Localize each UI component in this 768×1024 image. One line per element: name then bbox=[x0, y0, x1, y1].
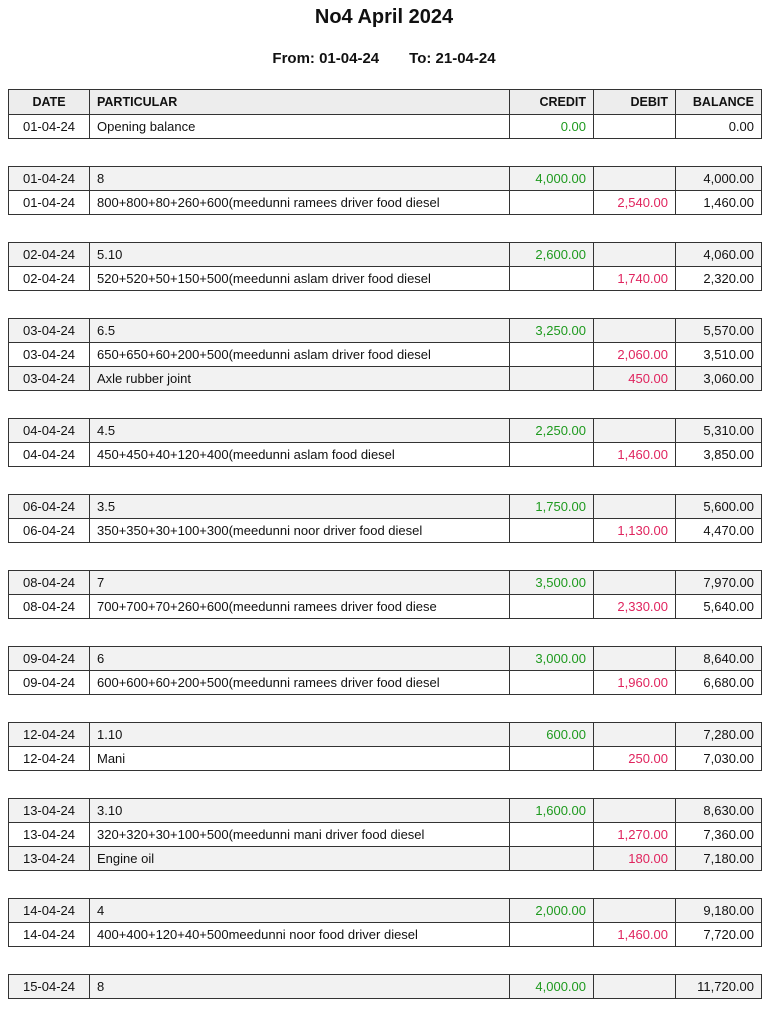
cell-balance: 11,720.00 bbox=[676, 975, 762, 999]
cell-date: 01-04-24 bbox=[9, 115, 90, 139]
cell-debit: 1,460.00 bbox=[594, 923, 676, 947]
cell-debit: 1,270.00 bbox=[594, 823, 676, 847]
table-row bbox=[9, 899, 762, 923]
cell-balance: 7,030.00 bbox=[676, 747, 762, 771]
table-row bbox=[9, 823, 762, 847]
table-row bbox=[9, 319, 762, 343]
cell-debit: 2,060.00 bbox=[594, 343, 676, 367]
cell-credit bbox=[510, 823, 594, 847]
cell-date: 03-04-24 bbox=[9, 367, 90, 391]
cell-particular: 450+450+40+120+400(meedunni aslam food diesel bbox=[90, 443, 510, 467]
cell-particular: 4 bbox=[90, 899, 510, 923]
table-row bbox=[9, 723, 762, 747]
cell-debit bbox=[594, 419, 676, 443]
cell-particular: 8 bbox=[90, 167, 510, 191]
cell-balance: 8,630.00 bbox=[676, 799, 762, 823]
cell-balance: 7,280.00 bbox=[676, 723, 762, 747]
table-row bbox=[9, 975, 762, 999]
cell-balance: 7,720.00 bbox=[676, 923, 762, 947]
cell-particular: 350+350+30+100+300(meedunni noor driver food diesel bbox=[90, 519, 510, 543]
cell-particular: 1.10 bbox=[90, 723, 510, 747]
cell-balance: 7,360.00 bbox=[676, 823, 762, 847]
cell-date: 01-04-24 bbox=[9, 191, 90, 215]
cell-particular: 700+700+70+260+600(meedunni ramees driver food diese bbox=[90, 595, 510, 619]
cell-balance: 3,060.00 bbox=[676, 367, 762, 391]
ledger-table bbox=[8, 89, 762, 999]
table-row bbox=[9, 343, 762, 367]
cell-credit bbox=[510, 747, 594, 771]
spacer-cell bbox=[9, 291, 762, 319]
cell-debit bbox=[594, 115, 676, 139]
cell-credit bbox=[510, 267, 594, 291]
cell-date: 12-04-24 bbox=[9, 747, 90, 771]
cell-balance: 9,180.00 bbox=[676, 899, 762, 923]
cell-credit bbox=[510, 923, 594, 947]
cell-credit bbox=[510, 343, 594, 367]
cell-date: 02-04-24 bbox=[9, 267, 90, 291]
group-spacer bbox=[9, 695, 762, 723]
group-spacer bbox=[9, 947, 762, 975]
table-row bbox=[9, 519, 762, 543]
cell-debit: 1,740.00 bbox=[594, 267, 676, 291]
table-row bbox=[9, 443, 762, 467]
table-row bbox=[9, 647, 762, 671]
cell-credit: 0.00 bbox=[510, 115, 594, 139]
page-title: No4 April 2024 bbox=[314, 6, 454, 28]
header-particular: PARTICULAR bbox=[90, 90, 510, 115]
header-date: DATE bbox=[9, 90, 90, 115]
spacer-cell bbox=[9, 467, 762, 495]
cell-debit: 1,960.00 bbox=[594, 671, 676, 695]
cell-credit: 1,600.00 bbox=[510, 799, 594, 823]
header-debit: DEBIT bbox=[594, 90, 676, 115]
cell-date: 03-04-24 bbox=[9, 343, 90, 367]
cell-date: 02-04-24 bbox=[9, 243, 90, 267]
cell-date: 06-04-24 bbox=[9, 519, 90, 543]
cell-credit bbox=[510, 191, 594, 215]
cell-particular: 400+400+120+40+500meedunni noor food driver diesel bbox=[90, 923, 510, 947]
table-row bbox=[9, 115, 762, 139]
header-credit: CREDIT bbox=[510, 90, 594, 115]
group-spacer bbox=[9, 871, 762, 899]
cell-debit bbox=[594, 899, 676, 923]
cell-particular: 5.10 bbox=[90, 243, 510, 267]
cell-debit bbox=[594, 723, 676, 747]
cell-particular: 4.5 bbox=[90, 419, 510, 443]
cell-balance: 4,060.00 bbox=[676, 243, 762, 267]
table-row bbox=[9, 923, 762, 947]
cell-debit bbox=[594, 647, 676, 671]
cell-date: 01-04-24 bbox=[9, 167, 90, 191]
cell-particular: 3.5 bbox=[90, 495, 510, 519]
group-spacer bbox=[9, 291, 762, 319]
cell-balance: 5,600.00 bbox=[676, 495, 762, 519]
cell-date: 14-04-24 bbox=[9, 923, 90, 947]
group-spacer bbox=[9, 391, 762, 419]
cell-date: 09-04-24 bbox=[9, 647, 90, 671]
table-row bbox=[9, 419, 762, 443]
cell-debit bbox=[594, 243, 676, 267]
cell-balance: 3,510.00 bbox=[676, 343, 762, 367]
cell-particular: Opening balance bbox=[90, 115, 510, 139]
group-spacer bbox=[9, 771, 762, 799]
cell-credit: 1,750.00 bbox=[510, 495, 594, 519]
group-spacer bbox=[9, 215, 762, 243]
cell-debit: 1,130.00 bbox=[594, 519, 676, 543]
cell-credit: 4,000.00 bbox=[510, 975, 594, 999]
cell-balance: 5,570.00 bbox=[676, 319, 762, 343]
cell-balance: 5,310.00 bbox=[676, 419, 762, 443]
group-spacer bbox=[9, 543, 762, 571]
cell-credit: 2,250.00 bbox=[510, 419, 594, 443]
cell-particular: Engine oil bbox=[90, 847, 510, 871]
spacer-cell bbox=[9, 543, 762, 571]
cell-credit: 3,000.00 bbox=[510, 647, 594, 671]
table-row bbox=[9, 571, 762, 595]
cell-debit bbox=[594, 167, 676, 191]
cell-balance: 7,180.00 bbox=[676, 847, 762, 871]
table-row bbox=[9, 495, 762, 519]
cell-balance: 3,850.00 bbox=[676, 443, 762, 467]
cell-date: 08-04-24 bbox=[9, 595, 90, 619]
table-row bbox=[9, 847, 762, 871]
spacer-cell bbox=[9, 771, 762, 799]
cell-balance: 1,460.00 bbox=[676, 191, 762, 215]
cell-particular: 7 bbox=[90, 571, 510, 595]
spacer-cell bbox=[9, 947, 762, 975]
cell-date: 13-04-24 bbox=[9, 799, 90, 823]
table-row bbox=[9, 367, 762, 391]
date-range bbox=[0, 50, 768, 67]
cell-credit: 4,000.00 bbox=[510, 167, 594, 191]
cell-particular: 6 bbox=[90, 647, 510, 671]
cell-debit: 2,330.00 bbox=[594, 595, 676, 619]
cell-date: 03-04-24 bbox=[9, 319, 90, 343]
cell-particular: 8 bbox=[90, 975, 510, 999]
cell-credit: 3,250.00 bbox=[510, 319, 594, 343]
cell-credit: 2,600.00 bbox=[510, 243, 594, 267]
cell-credit: 600.00 bbox=[510, 723, 594, 747]
cell-balance: 0.00 bbox=[676, 115, 762, 139]
cell-particular: 600+600+60+200+500(meedunni ramees driver food diesel bbox=[90, 671, 510, 695]
header-balance: BALANCE bbox=[676, 90, 762, 115]
cell-date: 14-04-24 bbox=[9, 899, 90, 923]
cell-credit bbox=[510, 443, 594, 467]
cell-date: 13-04-24 bbox=[9, 823, 90, 847]
cell-debit: 250.00 bbox=[594, 747, 676, 771]
cell-date: 04-04-24 bbox=[9, 443, 90, 467]
cell-balance: 8,640.00 bbox=[676, 647, 762, 671]
cell-balance: 7,970.00 bbox=[676, 571, 762, 595]
cell-debit: 2,540.00 bbox=[594, 191, 676, 215]
table-row bbox=[9, 191, 762, 215]
spacer-cell bbox=[9, 139, 762, 167]
spacer-cell bbox=[9, 619, 762, 647]
spacer-cell bbox=[9, 391, 762, 419]
range-to: To: 21-04-24 bbox=[409, 50, 496, 67]
group-spacer bbox=[9, 619, 762, 647]
table-row bbox=[9, 243, 762, 267]
cell-particular: 3.10 bbox=[90, 799, 510, 823]
spacer-cell bbox=[9, 695, 762, 723]
cell-debit: 1,460.00 bbox=[594, 443, 676, 467]
table-row bbox=[9, 595, 762, 619]
cell-debit bbox=[594, 799, 676, 823]
cell-particular: 650+650+60+200+500(meedunni aslam driver food diesel bbox=[90, 343, 510, 367]
cell-credit bbox=[510, 671, 594, 695]
cell-credit bbox=[510, 847, 594, 871]
cell-balance: 6,680.00 bbox=[676, 671, 762, 695]
table-row bbox=[9, 167, 762, 191]
cell-particular: 800+800+80+260+600(meedunni ramees driver food diesel bbox=[90, 191, 510, 215]
spacer-cell bbox=[9, 871, 762, 899]
cell-credit bbox=[510, 519, 594, 543]
range-from: From: 01-04-24 bbox=[272, 50, 380, 67]
cell-date: 09-04-24 bbox=[9, 671, 90, 695]
spacer-cell bbox=[9, 215, 762, 243]
cell-date: 13-04-24 bbox=[9, 847, 90, 871]
cell-particular: 6.5 bbox=[90, 319, 510, 343]
table-row bbox=[9, 267, 762, 291]
cell-balance: 5,640.00 bbox=[676, 595, 762, 619]
cell-date: 04-04-24 bbox=[9, 419, 90, 443]
cell-credit: 3,500.00 bbox=[510, 571, 594, 595]
cell-particular: Axle rubber joint bbox=[90, 367, 510, 391]
cell-date: 08-04-24 bbox=[9, 571, 90, 595]
ledger-body bbox=[9, 115, 762, 999]
cell-balance: 2,320.00 bbox=[676, 267, 762, 291]
cell-debit bbox=[594, 495, 676, 519]
cell-credit: 2,000.00 bbox=[510, 899, 594, 923]
table-row bbox=[9, 671, 762, 695]
cell-particular: 520+520+50+150+500(meedunni aslam driver food diesel bbox=[90, 267, 510, 291]
group-spacer bbox=[9, 467, 762, 495]
cell-date: 12-04-24 bbox=[9, 723, 90, 747]
table-row bbox=[9, 799, 762, 823]
cell-date: 15-04-24 bbox=[9, 975, 90, 999]
group-spacer bbox=[9, 139, 762, 167]
cell-particular: 320+320+30+100+500(meedunni mani driver food diesel bbox=[90, 823, 510, 847]
table-row bbox=[9, 747, 762, 771]
cell-balance: 4,470.00 bbox=[676, 519, 762, 543]
cell-date: 06-04-24 bbox=[9, 495, 90, 519]
cell-debit: 450.00 bbox=[594, 367, 676, 391]
cell-debit bbox=[594, 571, 676, 595]
cell-debit: 180.00 bbox=[594, 847, 676, 871]
cell-credit bbox=[510, 367, 594, 391]
cell-balance: 4,000.00 bbox=[676, 167, 762, 191]
cell-debit bbox=[594, 975, 676, 999]
cell-debit bbox=[594, 319, 676, 343]
header-row bbox=[9, 90, 762, 115]
cell-particular: Mani bbox=[90, 747, 510, 771]
cell-credit bbox=[510, 595, 594, 619]
